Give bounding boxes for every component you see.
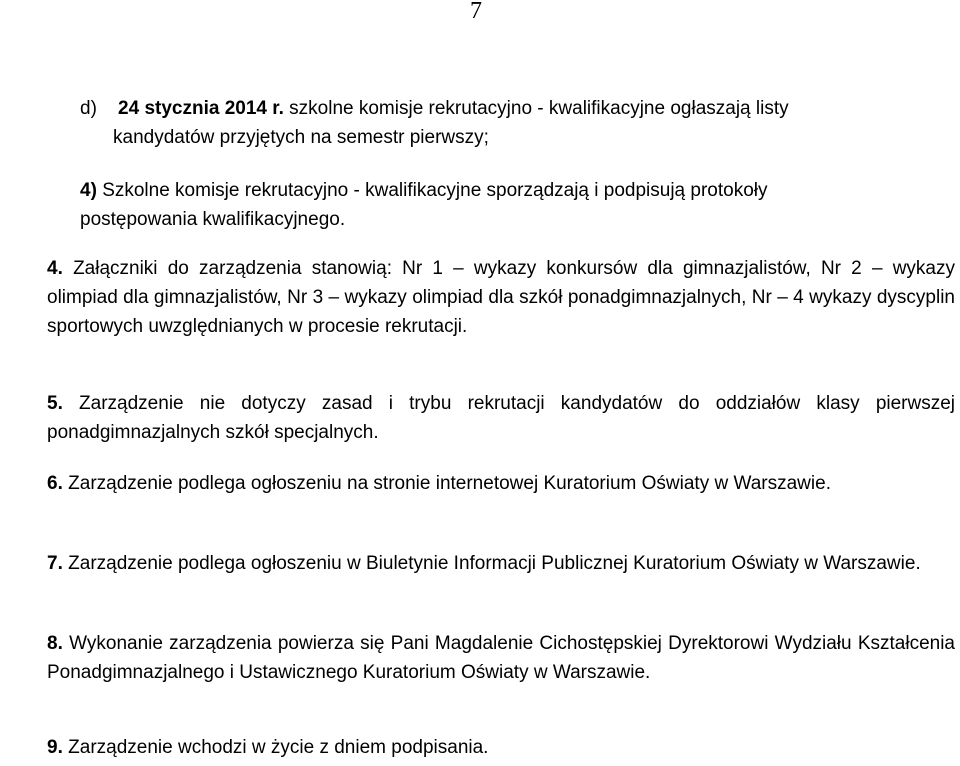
paragraph-text: Zarządzenie wchodzi w życie z dniem podpisania. <box>68 737 489 758</box>
paragraph-5 <box>47 389 955 447</box>
list-item-4-paren <box>80 176 905 234</box>
paragraph-text: Załączniki do zarządzenia stanowią: Nr 1 – wykazy konkursów dla gimnazjalistów, Nr 2 – wykazy olimpiad dla gimnazjalistów, Nr 3 – wykazy olimpiad dla szkół ponadgimnazjalnych, Nr – 4 wykazy dyscyplin sportowych uwzględnianych w procesie rekrutacji. <box>47 258 955 337</box>
paragraph-number: 8. <box>47 633 63 654</box>
paragraph-number: 5. <box>47 393 63 414</box>
deadline-date: 24 stycznia 2014 r. <box>118 98 284 119</box>
list-item-4-paren-line2: postępowania kwalifikacyjnego. <box>80 209 346 230</box>
paragraph-6 <box>47 469 955 498</box>
paragraph-number: 6. <box>47 473 63 494</box>
paragraph-7 <box>47 549 955 578</box>
paragraph-text: Zarządzenie podlega ogłoszeniu na stronie internetowej Kuratorium Oświaty w Warszawie. <box>68 473 831 494</box>
paragraph-number: 4. <box>47 258 63 279</box>
list-item-d-line1 <box>80 94 905 123</box>
list-item-text: Szkolne komisje rekrutacyjno - kwalifikacyjne sporządzają i podpisują protokoły <box>102 180 768 201</box>
list-marker: d) <box>80 98 97 119</box>
list-item-text: szkolne komisje rekrutacyjno - kwalifikacyjne ogłaszają listy <box>289 98 789 119</box>
paragraph-number: 9. <box>47 737 63 758</box>
paragraph-9 <box>47 733 955 762</box>
paragraph-number: 7. <box>47 553 63 574</box>
paragraph-text: Zarządzenie podlega ogłoszeniu w Biuletynie Informacji Publicznej Kuratorium Oświaty w Warszawie. <box>68 553 921 574</box>
page-number: 7 <box>470 0 482 24</box>
list-item-4-paren-line1 <box>80 176 905 205</box>
list-item-d <box>80 94 905 152</box>
item-number: 4) <box>80 180 97 201</box>
paragraph-text: Zarządzenie nie dotyczy zasad i trybu rekrutacji kandydatów do oddziałów klasy pierwszej ponadgimnazjalnych szkół specjalnych. <box>47 393 956 443</box>
paragraph-text: Wykonanie zarządzenia powierza się Pani Magdalenie Cichostępskiej Dyrektorowi Wydziału Kształcenia Ponadgimnazjalnego i Ustawicznego Kuratorium Oświaty w Warszawie. <box>47 633 955 683</box>
paragraph-8 <box>47 629 955 687</box>
list-item-d-line2: kandydatów przyjętych na semestr pierwszy; <box>113 127 489 148</box>
paragraph-4 <box>47 254 955 341</box>
